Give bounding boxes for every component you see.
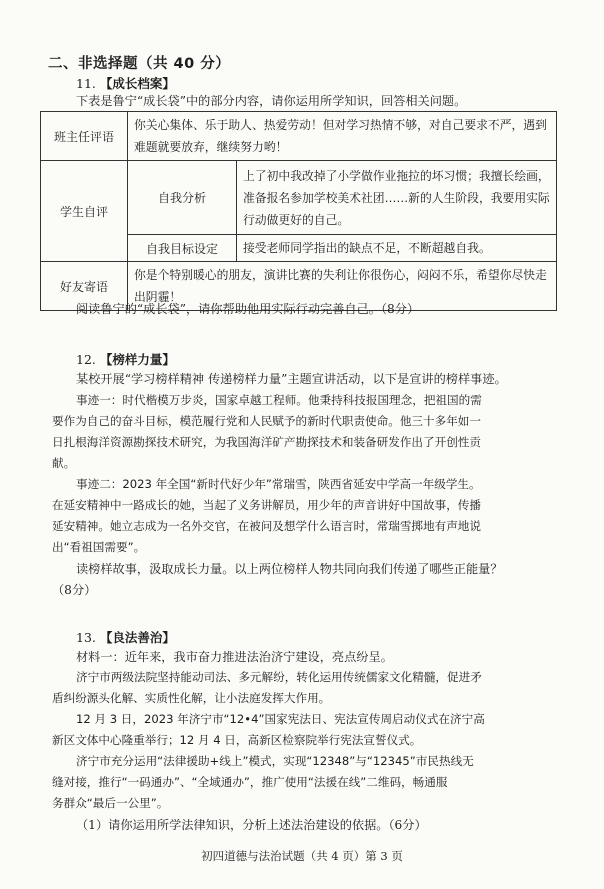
goal-setting-label: 自我目标设定 bbox=[128, 235, 237, 262]
q11-intro: 下表是鲁宁“成长袋”中的部分内容，请你运用所学知识，回答相关问题。 bbox=[76, 94, 467, 108]
q12-tag: 【榜样力量】 bbox=[99, 352, 175, 367]
q13-number: 13. bbox=[76, 630, 96, 645]
q12-number: 12. bbox=[76, 352, 96, 367]
q12-story2-line3: 延安精神。她立志成为一名外交官，在被问及想学什么语言时，常瑞雪掷地有声地说 bbox=[52, 519, 481, 533]
q12-story2-line2: 在延安精神中一路成长的她，当起了义务讲解员，用少年的声音讲好中国故事，传播 bbox=[52, 498, 481, 512]
q12-question-line2: （8分） bbox=[52, 583, 97, 597]
teacher-comment-label: 班主任评语 bbox=[41, 112, 128, 161]
self-analysis-label: 自我分析 bbox=[128, 161, 237, 235]
section-title: 二、非选择题（共 40 分） bbox=[48, 56, 231, 72]
footer-text: 初四道德与法治试题（共 4 页）第 3 页 bbox=[201, 849, 403, 863]
q13-heading bbox=[76, 628, 175, 646]
q12-story2-line1: 事迹二：2023 年全国“新时代好少年”常瑞雪，陕西省延安中学高一年级学生。 bbox=[76, 477, 481, 491]
self-analysis-text: 上了初中我改掉了小学做作业拖拉的坏习惯；我擅长绘画，准备报名参加学校美术社团……新的人生阶段，我要用实际行动做更好的自己。 bbox=[237, 161, 557, 235]
friend-message-label: 好友寄语 bbox=[41, 262, 128, 311]
q12-heading bbox=[76, 350, 175, 368]
q11-tag: 【成长档案】 bbox=[99, 76, 175, 91]
q11-heading bbox=[76, 74, 175, 92]
q13-tag: 【良法善治】 bbox=[99, 630, 175, 645]
q12-story2-line4: 出“看祖国需要”。 bbox=[52, 540, 146, 554]
q13-p1-line1: 济宁市两级法院坚持能动司法、多元解纷，转化运用传统儒家文化精髓，促进矛 bbox=[76, 670, 482, 684]
q12-story1-line3: 日扎根海洋资源勘探技术研究，为我国海洋矿产勘探技术和装备研发作出了开创性贡 bbox=[52, 435, 481, 449]
growth-bag-table bbox=[40, 111, 557, 311]
friend-message-text: 你是个特别暖心的朋友，演讲比赛的失利让你很伤心，闷闷不乐，希望你尽快走出阴霾！ bbox=[128, 262, 557, 311]
q13-p2-line2: 新区文体中心隆重举行；12 月 4 日，高新区检察院举行宪法宣誓仪式。 bbox=[52, 733, 422, 747]
self-evaluation-label: 学生自评 bbox=[41, 161, 128, 262]
q12-story1-line2: 要作为自己的奋斗目标，模范履行党和人民赋予的新时代职责使命。他三十多年如一 bbox=[52, 414, 481, 428]
q12-story1-line1: 事迹一：时代楷模万步炎，国家卓越工程师。他秉持科技报国理念，把祖国的需 bbox=[76, 393, 482, 407]
q12-intro: 某校开展“学习榜样精神 传递榜样力量”主题宣讲活动，以下是宣讲的榜样事迹。 bbox=[76, 372, 507, 386]
page-footer bbox=[0, 848, 604, 864]
teacher-comment-text: 你关心集体、乐于助人、热爱劳动！但对学习热情不够，对自己要求不严，遇到难题就要放弃，继续努力哟！ bbox=[128, 112, 557, 161]
q13-sub1: （1）请你运用所学法律知识，分析上述法治建设的依据。（6分） bbox=[76, 818, 427, 832]
q13-material1: 材料一：近年来，我市奋力推进法治济宁建设，亮点纷呈。 bbox=[76, 650, 393, 664]
goal-setting-text: 接受老师同学指出的缺点不足，不断超越自我。 bbox=[237, 235, 557, 262]
q12-question-line1: 读榜样故事，汲取成长力量。以上两位榜样人物共同向我们传递了哪些正能量？ bbox=[76, 562, 503, 576]
q12-story1-line4: 献。 bbox=[52, 456, 76, 470]
q13-p1-line2: 盾纠纷源头化解、实质性化解，让小法庭发挥大作用。 bbox=[52, 691, 331, 705]
q13-p3-line1: 济宁市充分运用“法律援助+线上”模式，实现“12348”与“12345”市民热线无 bbox=[76, 754, 474, 768]
q11-number: 11. bbox=[76, 76, 96, 91]
q11-question: 阅读鲁宁的“成长袋”，请你帮助他用实际行动完善自己。（8分） bbox=[76, 302, 420, 316]
q13-p3-line3: 务群众“最后一公里”。 bbox=[52, 796, 169, 810]
q13-p2-line1: 12 月 3 日，2023 年济宁市“12•4”国家宪法日、宪法宣传周启动仪式在济宁高 bbox=[76, 712, 485, 726]
q13-p3-line2: 缝对接，推行“一码通办”、“全域通办”，推广使用“法援在线”二维码，畅通服 bbox=[52, 775, 448, 789]
